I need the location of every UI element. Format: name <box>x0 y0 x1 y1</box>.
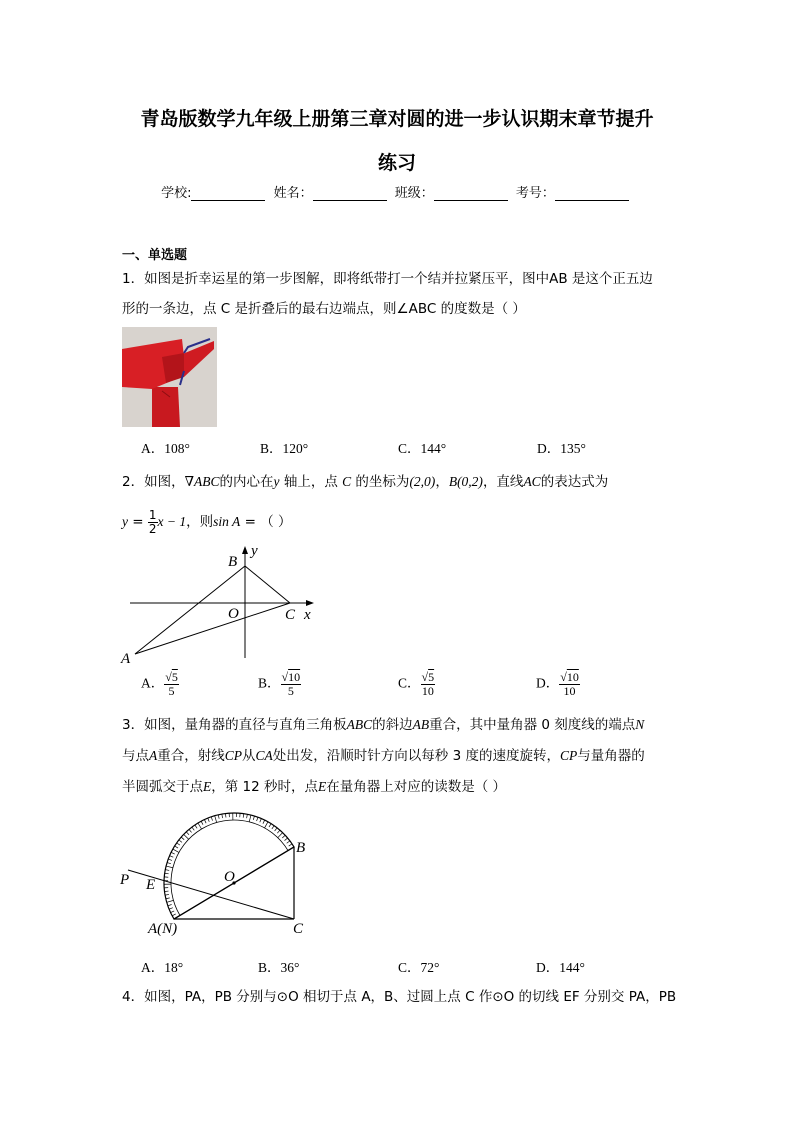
q2-eq-y: y <box>122 514 128 529</box>
exam-number-label: 考号： <box>515 186 555 201</box>
q2-eq-sign: = <box>128 514 148 530</box>
page-title-continued: 练习 <box>377 152 416 174</box>
class-label: 班级： <box>394 186 434 201</box>
q3-var-cp: CP <box>559 748 578 763</box>
option-letter: A． <box>141 675 165 691</box>
q2-var-y: y <box>273 474 280 489</box>
q2-eq-fraction <box>148 509 158 536</box>
q2-text: ， <box>435 474 449 490</box>
q3-text-line2 <box>122 747 645 765</box>
segment-bc <box>245 566 290 603</box>
option-numerator: √10 <box>560 670 579 684</box>
option-denominator: 10 <box>421 684 434 698</box>
q3-var-ab: AB <box>412 717 430 732</box>
q3-text-line1 <box>122 716 644 734</box>
q2-var-b: B <box>448 474 458 489</box>
label-an: A(N) <box>148 921 178 937</box>
segment-ac <box>135 603 290 654</box>
q2-var-ac: AC <box>523 474 541 489</box>
q4-text-line1: 4．如图，PA，PB 分别与⊙O 相切于点 A，B、过圆上点 C 作⊙O 的切线 EF 分别交 PA，PB <box>122 989 677 1005</box>
q3-text: 从 <box>242 748 256 764</box>
q3-text: 半圆弧交于点 <box>122 779 203 795</box>
name-label: 姓名： <box>273 186 313 201</box>
q3-var-n: N <box>635 717 645 732</box>
page-title: 青岛版数学九年级上册第三章对圆的进一步认识期末章节提升 <box>140 108 654 130</box>
q2-text: ，则 <box>186 514 214 530</box>
q2-sin-a: sin A <box>213 514 241 529</box>
x-axis-arrow <box>306 600 314 606</box>
q3-option-a[interactable]: A．18° <box>141 960 184 975</box>
radicand: 10 <box>288 670 301 684</box>
q2-option-d[interactable] <box>536 671 580 698</box>
q1-photo <box>122 327 217 427</box>
student-info-row <box>0 182 794 201</box>
q2-text: 的表达式为 <box>540 474 609 490</box>
q3-option-c[interactable]: C．72° <box>398 960 440 975</box>
q3-var-ca: CA <box>255 748 273 763</box>
q2-text: = （ ） <box>240 514 292 530</box>
q2-coord-b: (0,2) <box>457 474 483 489</box>
q2-option-c[interactable] <box>398 671 435 698</box>
q2-option-b[interactable] <box>258 671 301 698</box>
q3-text: 的斜边 <box>372 717 413 733</box>
label-b: B <box>228 554 238 570</box>
option-fraction <box>559 671 580 698</box>
school-blank[interactable] <box>191 188 265 201</box>
label-o: O <box>228 606 239 622</box>
q2-eq-numerator: 1 <box>148 507 157 522</box>
label-y: y <box>251 543 258 559</box>
q3-text: 处出发，沿顺时针方向以每秒 3 度的速度旋转， <box>272 748 560 764</box>
radicand: 5 <box>171 670 178 684</box>
q1-text-line2: 形的一条边，点 C 是折叠后的最右边端点，则∠ABC 的度数是（ ） <box>122 301 526 317</box>
q3-var-e: E <box>318 779 327 794</box>
q3-text: 与点 <box>122 748 149 764</box>
class-blank[interactable] <box>434 188 508 201</box>
section-heading: 一、单选题 <box>122 248 188 263</box>
q2-text: 的内心在 <box>219 474 274 490</box>
q2-text: 轴上，点 <box>279 474 343 490</box>
q2-eq-denominator: 2 <box>148 521 157 536</box>
radicand: 10 <box>566 670 579 684</box>
option-denominator: 5 <box>168 684 175 698</box>
option-fraction <box>421 671 436 698</box>
q1-option-c[interactable]: C．144° <box>398 441 447 456</box>
protractor <box>138 805 294 919</box>
label-c: C <box>293 921 304 937</box>
q1-option-d[interactable]: D．135° <box>537 441 586 456</box>
q1-option-b[interactable]: B．120° <box>260 441 309 456</box>
radicand: 5 <box>428 670 435 684</box>
school-label: 学校: <box>161 186 192 201</box>
label-a: A <box>121 651 131 667</box>
option-denominator: 5 <box>287 684 294 698</box>
q2-coordinate-figure <box>118 540 328 670</box>
option-numerator: √5 <box>165 670 178 684</box>
name-blank[interactable] <box>313 188 387 201</box>
option-numerator: √10 <box>281 670 301 684</box>
q1-option-a[interactable]: A．108° <box>141 441 190 456</box>
q2-triangle: ∇ABC <box>184 474 220 489</box>
q2-eq-rest: x − 1 <box>157 514 187 529</box>
label-e: E <box>146 877 156 893</box>
option-letter: D． <box>536 675 560 691</box>
label-o: O <box>224 869 235 885</box>
q3-option-b[interactable]: B．36° <box>258 960 300 975</box>
q3-text-line3 <box>122 778 506 796</box>
label-c: C <box>285 607 296 623</box>
q2-text-line1 <box>122 473 608 491</box>
q3-var-cp: CP <box>224 748 243 763</box>
q3-option-d[interactable]: D．144° <box>536 960 585 975</box>
q3-var-abc: ABC <box>346 717 373 732</box>
q3-text: 3．如图，量角器的直径与直角三角板 <box>122 717 347 733</box>
option-fraction <box>164 671 179 698</box>
q2-var-c: C <box>342 474 352 489</box>
q2-text: ，直线 <box>482 474 524 490</box>
q2-text-line2 <box>122 507 291 537</box>
q3-text: ，第 12 秒时，点 <box>211 779 319 795</box>
option-letter: B． <box>258 675 281 691</box>
q3-text: 与量角器的 <box>577 748 645 764</box>
label-x: x <box>304 607 311 623</box>
option-denominator: 10 <box>563 684 576 698</box>
option-letter: C． <box>398 675 421 691</box>
q2-coord-c: (2,0) <box>409 474 436 489</box>
exam-number-blank[interactable] <box>555 188 629 201</box>
q3-text: 重合，其中量角器 0 刻度线的端点 <box>429 717 636 733</box>
q2-option-a[interactable] <box>141 671 179 698</box>
q3-var-e: E <box>203 779 212 794</box>
q1-paper-strip-figure <box>122 327 217 427</box>
option-fraction <box>281 671 302 698</box>
q3-protractor-figure <box>118 805 318 940</box>
y-axis-arrow <box>242 546 248 554</box>
q1-text-line1: 1．如图是折幸运星的第一步图解，即将纸带打一个结并拉紧压平，图中AB 是这个正五边 <box>122 271 653 287</box>
q3-text: 在量角器上对应的读数是（ ） <box>326 779 507 795</box>
option-numerator: √5 <box>421 670 435 684</box>
q3-var-a: A <box>149 748 158 763</box>
q2-number: 2．如图， <box>122 474 185 490</box>
q2-text: 的坐标为 <box>351 474 410 490</box>
q3-text: 重合，射线 <box>157 748 225 764</box>
label-p: P <box>120 872 130 888</box>
label-b: B <box>296 840 306 856</box>
